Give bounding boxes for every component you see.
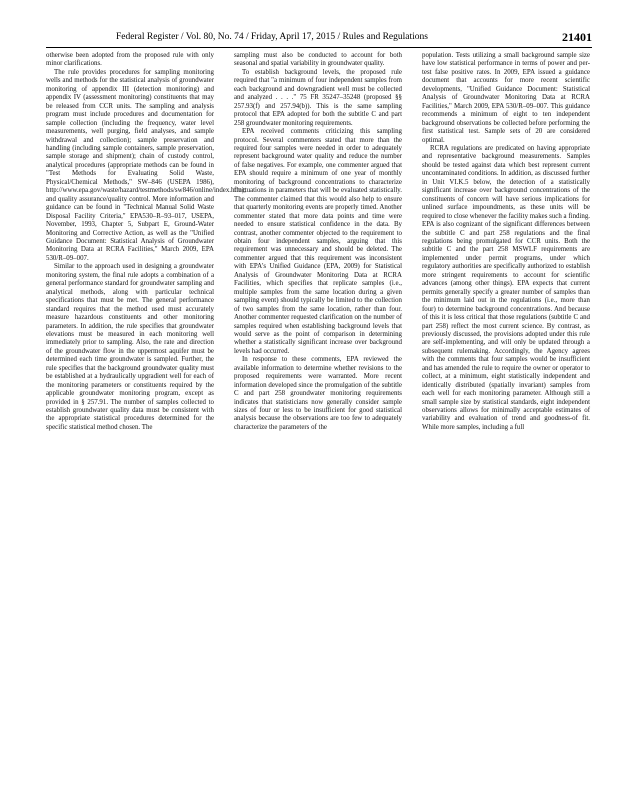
paragraph: population. Tests utilizing a small background sample size have low statistical performance in terms of power and per-test false positive rates. In 2009, EPA issued a guidance document that accounts for more recent scientific developments, "Unified Guidance Document: Statistical Analysis of Groundwater Monitoring Data at RCRA Facilities," March 2009, EPA 530/R–09–007. This guidance recommends a minimum of eight to ten independent background observations be collected before performing the first statistical test. Sample sets of 20 are considered optimal. <box>422 52 590 144</box>
paragraph: otherwise been adopted from the proposed rule with only minor clarifications. <box>46 52 214 68</box>
paragraph: Similar to the approach used in designing a groundwater monitoring system, the final rule adopts a combination of a general performance standard for groundwater sampling and analytical methods, along with particular technical specifications that must be met. The general performance standard requires that the method used must accurately measure hazardous constituents and other monitoring parameters. In addition, the rule specifies that groundwater elevations must be measured in each monitoring well immediately prior to sampling. Also, the rate and direction of the groundwater flow in the uppermost aquifer must be determined each time groundwater is sampled. Further, the rule specifies that the background groundwater quality must be established at a hydraulically upgradient well for each of the monitoring parameters or constituents required by the applicable groundwater monitoring program, except as provided in § 257.91. The number of samples collected to establish groundwater quality data must be consistent with the appropriate statistical procedures determined for the specific statistical method chosen. The <box>46 263 214 431</box>
running-header <box>46 30 592 46</box>
text-column-3 <box>422 52 590 792</box>
paragraph: The rule provides procedures for sampling monitoring wells and methods for the statistical analysis of groundwater monitoring of appendix III (detection monitoring) and appendix IV (assessment monitoring) constituents that may be released from CCR units. The sampling and analysis program must include procedures and documentation for sample collection (including the frequency, water level measurements, well purging, field analyses, and sample withdrawal and collection); sample preservation and handling (including sample containers, sample preservation, sample storage and shipment); chain of custody control, analytical procedures (appropriate methods can be found in "Test Methods for Evaluating Solid Waste, Physical/Chemical Methods," SW–846 (USEPA 1986), http://www.epa.gov/waste/hazard/testmethods/sw846/online/index.htm); and quality assurance/quality control. More information and guidance can be found in "Technical Manual Solid Waste Disposal Facility Criteria," EPA530–R–93–017, USEPA, November, 1993, Chapter 5, Subpart E, Ground-Water Monitoring and Corrective Action, as well as the "Unified Guidance Document: Statistical Analysis of Groundwater Monitoring Data at RCRA Facilities," March 2009, EPA 530/R–09–007. <box>46 68 246 262</box>
header-rule <box>46 47 592 48</box>
text-column-2 <box>234 52 402 792</box>
paragraph: In response to these comments, EPA reviewed the available information to determine whether revisions to the proposed requirements were warranted. More recent information developed since the promulgation of the subtitle C and part 258 groundwater monitoring requirements indicates that statisticians now generally consider sample sizes of four or less to be insufficient for good statistical analysis because the observations are too few to adequately characterize the parameters of the <box>234 356 402 431</box>
paragraph: sampling must also be conducted to account for both seasonal and spatial variability in groundwater quality. <box>234 52 402 68</box>
text-column-1 <box>46 52 246 792</box>
paragraph: RCRA regulations are predicated on having appropriate and representative background measurements. Samples should be tested against data which best represent current uncontaminated conditions. In addition, as discussed further in Unit VI.K.5 below, the detection of a statistically significant increase over background concentrations of the constituents of concern will have serious implications for unlined surface impoundments, as these units will be required to close whenever the facility makes such a finding. EPA is also cognizant of the significant differences between the subtitle C and part 258 regulations and the final regulations being promulgated for CCR units. Both the subtitle C and the part 258 MSWLF requirements are implemented under permit programs, under which regulatory authorities are specifically authorized to establish more stringent requirements to account for scientific advances (among other things). EPA expects that current permits generally specify a greater number of samples than the minimum laid out in the regulations (i.e., more than four) to determine background concentrations. And because of this it is less critical that those regulations (subtitle C and part 258) reflect the most current science. By contrast, as previously discussed, the provisions adopted under this rule are self-implementing, and will only be updated through a subsequent rulemaking. Accordingly, the Agency agrees with the comments that four samples would be insufficient and has amended the rule to require the owner or operator to collect, at a minimum, eight statistically independent and identically distributed (spatially invariant) samples from each well for each monitoring parameter. Although still a small sample size by statistical standards, eight independent observations allows for minimally acceptable estimates of variability and evaluation of trend and goodness-of fit. While more samples, including a full <box>422 144 590 431</box>
page-number: 21401 <box>562 30 592 44</box>
paragraph: To establish background levels, the proposed rule required that "a minimum of four independent samples from each background and downgradient well must be collected and analyzed . . . ." 75 FR 35247–35248 (proposed §§ 257.93(f) and 257.94(b)). This is the same sampling protocol that EPA adopted for both the subtitle C and part 258 groundwater monitoring requirements. <box>234 68 402 127</box>
header-title: Federal Register / Vol. 80, No. 74 / Friday, April 17, 2015 / Rules and Regulations <box>116 32 428 42</box>
paragraph: EPA received comments criticizing this sampling protocol. Several commenters stated that more than the required four samples were needed in order to adequately represent background water quality and reduce the number of false negatives. For example, one commenter argued that EPA should require a minimum of one year of monthly monitoring of background concentrations to characterize fluctuations in parameters that will be evaluated statistically. The commenter claimed that this would also help to ensure that quarterly monitoring events are properly timed. Another commenter stated that more data points and time were needed to ensure statistical confidence in the data. By contrast, another commenter objected to the requirement to obtain four independent samples, arguing that this requirement was unnecessary and should be deleted. The commenter argued that this requirement was inconsistent with EPA's Unified Guidance (EPA, 2009) for Statistical Analysis of Groundwater Monitoring Data at RCRA Facilities, which specifies that replicate samples (i.e., multiple samples from the same location during a given sampling event) should typically be limited to the collection of two samples from the same location, rather than four. Another commenter requested clarification on the number of samples required when establishing background levels that would serve as the point of comparison in determining whether a statistically significant increase over background levels had occurred. <box>234 128 402 355</box>
